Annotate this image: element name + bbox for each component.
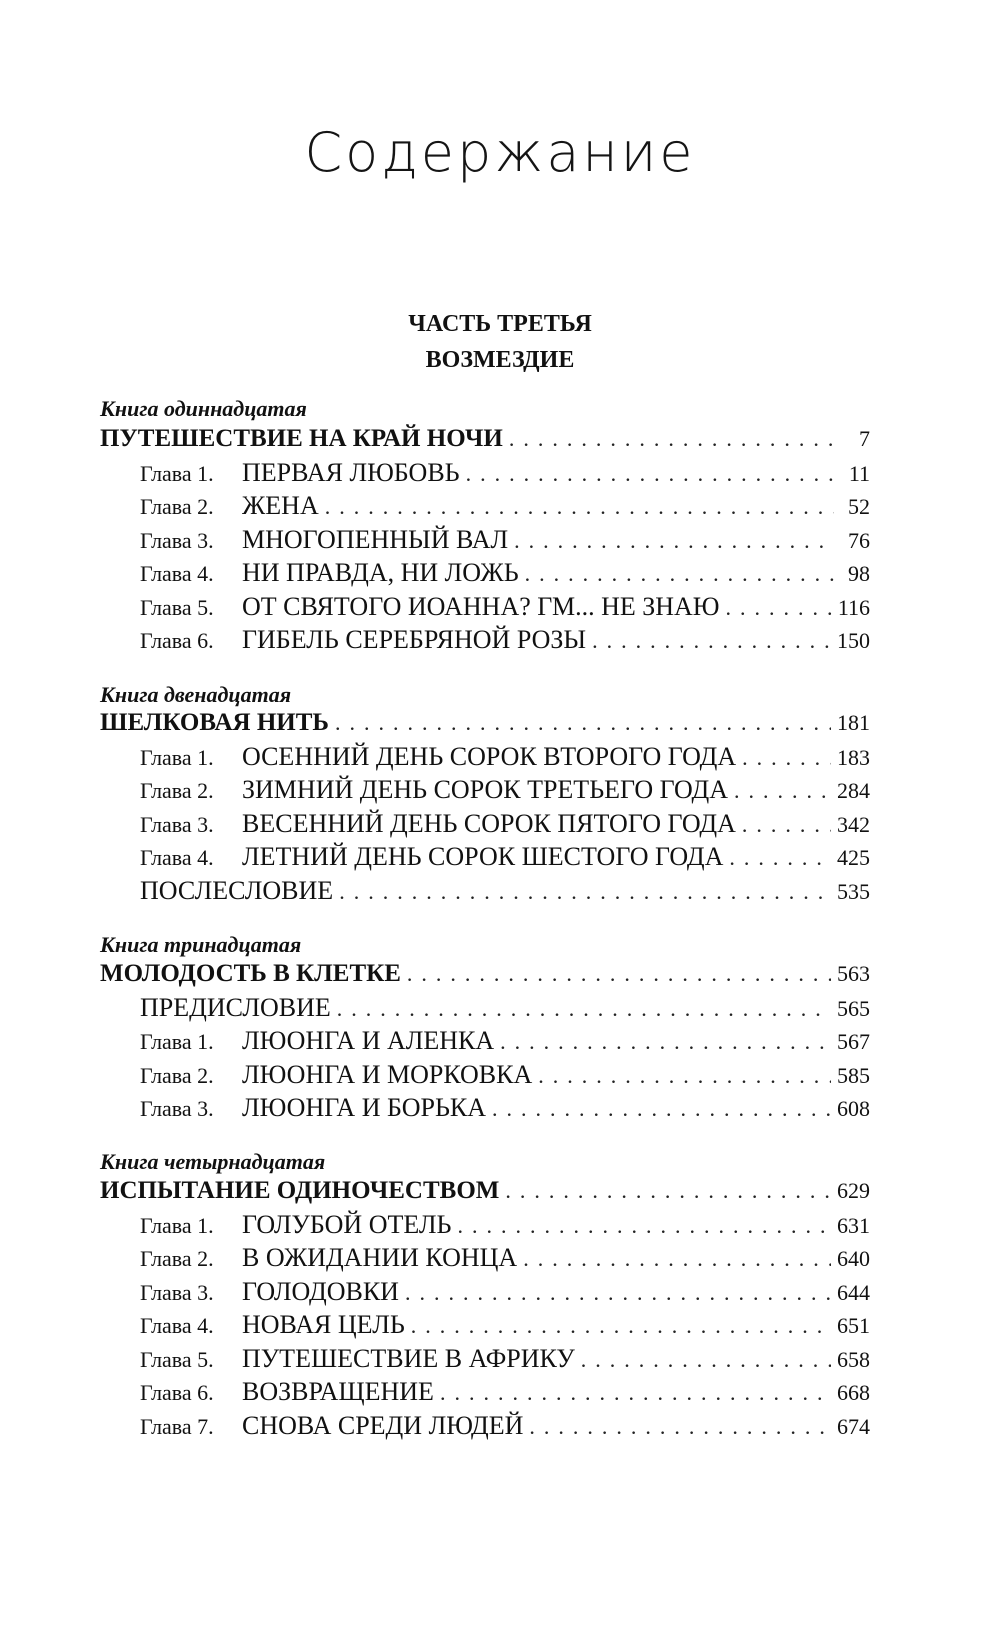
chapter-label: Глава 4.	[140, 1313, 214, 1338]
page-number: 644	[837, 1280, 870, 1305]
chapter-row[interactable]	[100, 774, 870, 806]
book-label: Книга тринадцатая	[100, 932, 302, 957]
chapter-row[interactable]	[100, 1276, 870, 1308]
page-number: 98	[848, 561, 870, 586]
chapter-label: Глава 4.	[140, 845, 214, 870]
chapter-row[interactable]	[100, 624, 870, 656]
book-label: Книга четырнадцатая	[100, 1149, 326, 1174]
chapter-row[interactable]	[100, 1242, 870, 1274]
chapter-title: ОСЕННИЙ ДЕНЬ СОРОК ВТОРОГО ГОДА	[242, 742, 737, 771]
chapter-title: НОВАЯ ЦЕЛЬ	[242, 1310, 405, 1339]
page-number: 76	[848, 528, 870, 553]
chapter-title: ГОЛОДОВКИ	[242, 1277, 399, 1306]
chapter-title: ГИБЕЛЬ СЕРЕБРЯНОЙ РОЗЫ	[242, 625, 587, 654]
page-number: 631	[837, 1213, 870, 1238]
chapter-title: ПЕРВАЯ ЛЮБОВЬ	[242, 458, 460, 487]
part-subtitle: ВОЗМЕЗДИЕ	[425, 347, 575, 373]
book-title-row[interactable]	[100, 1175, 870, 1207]
dot-leader	[742, 742, 831, 774]
book-title: ШЕЛКОВАЯ НИТЬ	[100, 709, 329, 736]
chapter-row[interactable]	[100, 841, 870, 873]
chapter-title: ПРЕДИСЛОВИЕ	[140, 993, 331, 1022]
chapter-title: ЗИМНИЙ ДЕНЬ СОРОК ТРЕТЬЕГО ГОДА	[242, 775, 729, 804]
chapter-title: В ОЖИДАНИИ КОНЦА	[242, 1243, 518, 1272]
dot-leader	[592, 625, 831, 657]
chapter-label: Глава 6.	[140, 1380, 214, 1405]
chapter-row[interactable]	[100, 1343, 870, 1375]
page-number: 181	[837, 710, 870, 735]
chapter-label: Глава 2.	[140, 778, 214, 803]
dot-leader	[325, 491, 834, 523]
chapter-label: Глава 1.	[140, 461, 214, 486]
page-number: 183	[837, 745, 870, 770]
chapter-row[interactable]	[100, 457, 870, 489]
page-number: 668	[837, 1380, 870, 1405]
chapter-row[interactable]	[100, 1092, 870, 1124]
chapter-title: МНОГОПЕННЫЙ ВАЛ	[242, 525, 509, 554]
chapter-title: СНОВА СРЕДИ ЛЮДЕЙ	[242, 1411, 524, 1440]
dot-leader	[337, 993, 831, 1025]
dot-leader	[742, 809, 831, 841]
chapter-row[interactable]	[100, 490, 870, 522]
page-number: 425	[837, 845, 870, 870]
chapter-title: ЛЕТНИЙ ДЕНЬ СОРОК ШЕСТОГО ГОДА	[242, 842, 724, 871]
chapter-row[interactable]	[100, 808, 870, 840]
book-label: Книга двенадцатая	[100, 682, 292, 707]
chapter-label: Глава 1.	[140, 1213, 214, 1238]
chapter-row[interactable]	[100, 992, 870, 1024]
dot-leader	[509, 423, 834, 455]
page-number: 563	[837, 961, 870, 986]
page-title: Содержание	[304, 121, 696, 184]
dot-leader	[726, 592, 832, 624]
page-number: 11	[848, 461, 870, 486]
chapter-label: Глава 3.	[140, 528, 214, 553]
page-number: 658	[837, 1347, 870, 1372]
chapter-row[interactable]	[100, 1410, 870, 1442]
chapter-title: ВЕСЕННИЙ ДЕНЬ СОРОК ПЯТОГО ГОДА	[242, 809, 736, 838]
chapter-label: Глава 2.	[140, 494, 214, 519]
page-number: 565	[837, 996, 870, 1021]
book-title-row[interactable]	[100, 423, 870, 455]
dot-leader	[492, 1093, 831, 1125]
chapter-label: Глава 4.	[140, 561, 214, 586]
chapter-label: Глава 6.	[140, 628, 214, 653]
book-title: ПУТЕШЕСТВИЕ НА КРАЙ НОЧИ	[100, 425, 503, 452]
chapter-row[interactable]	[100, 1376, 870, 1408]
chapter-row[interactable]	[100, 1059, 870, 1091]
chapter-row[interactable]	[100, 741, 870, 773]
dot-leader	[466, 458, 834, 490]
page-number: 608	[837, 1096, 870, 1121]
dot-leader	[523, 1243, 831, 1275]
chapter-title: ВОЗВРАЩЕНИЕ	[242, 1377, 434, 1406]
chapter-label: Глава 3.	[140, 812, 214, 837]
chapter-label: Глава 1.	[140, 1029, 214, 1054]
chapter-title: НИ ПРАВДА, НИ ЛОЖЬ	[242, 558, 519, 587]
dot-leader	[581, 1344, 831, 1376]
chapter-row[interactable]	[100, 524, 870, 556]
book-title: МОЛОДОСТЬ В КЛЕТКЕ	[100, 960, 401, 987]
dot-leader	[335, 707, 831, 739]
dot-leader	[411, 1310, 831, 1342]
dot-leader	[407, 958, 831, 990]
dot-leader	[538, 1060, 831, 1092]
chapter-label: Глава 5.	[140, 595, 214, 620]
chapter-row[interactable]	[100, 591, 870, 623]
chapter-label: Глава 5.	[140, 1347, 214, 1372]
chapter-label: Глава 1.	[140, 745, 214, 770]
dot-leader	[500, 1026, 831, 1058]
dot-leader	[734, 775, 831, 807]
dot-leader	[729, 842, 831, 874]
dot-leader	[405, 1277, 831, 1309]
chapter-title: ЛЮОНГА И БОРЬКА	[242, 1093, 487, 1122]
page-number: 150	[837, 628, 870, 653]
dot-leader	[457, 1210, 831, 1242]
dot-leader	[525, 558, 834, 590]
book-title-row[interactable]	[100, 958, 870, 990]
page-number: 116	[837, 595, 870, 620]
chapter-label: Глава 3.	[140, 1280, 214, 1305]
page-number: 651	[837, 1313, 870, 1338]
chapter-row[interactable]	[100, 1209, 870, 1241]
dot-leader	[514, 525, 834, 557]
part-title: ЧАСТЬ ТРЕТЬЯ	[408, 311, 592, 337]
page-number: 7	[859, 426, 870, 451]
book-label: Книга одиннадцатая	[100, 396, 307, 421]
chapter-row[interactable]	[100, 875, 870, 907]
chapter-title: ПОСЛЕСЛОВИЕ	[140, 876, 334, 905]
chapter-title: ОТ СВЯТОГО ИОАННА? ГМ... НЕ ЗНАЮ	[242, 592, 720, 621]
book-title-row[interactable]	[100, 707, 870, 739]
chapter-title: ПУТЕШЕСТВИЕ В АФРИКУ	[242, 1344, 575, 1373]
page-number: 674	[837, 1414, 870, 1439]
page-number: 52	[848, 494, 870, 519]
book-title: ИСПЫТАНИЕ ОДИНОЧЕСТВОМ	[100, 1177, 500, 1204]
page-number: 629	[837, 1178, 870, 1203]
page-number: 640	[837, 1246, 870, 1271]
chapter-title: ЛЮОНГА И МОРКОВКА	[242, 1060, 533, 1089]
chapter-title: ГОЛУБОЙ ОТЕЛЬ	[242, 1210, 452, 1239]
dot-leader	[339, 876, 831, 908]
page-number: 535	[837, 879, 870, 904]
dot-leader	[505, 1175, 831, 1207]
chapter-label: Глава 2.	[140, 1063, 214, 1088]
page-number: 585	[837, 1063, 870, 1088]
chapter-title: ЛЮОНГА И АЛЕНКА	[242, 1026, 495, 1055]
page-number: 342	[837, 812, 870, 837]
chapter-label: Глава 2.	[140, 1246, 214, 1271]
dot-leader	[440, 1377, 831, 1409]
page-number: 284	[837, 778, 870, 803]
chapter-label: Глава 7.	[140, 1414, 214, 1439]
chapter-row[interactable]	[100, 1025, 870, 1057]
chapter-label: Глава 3.	[140, 1096, 214, 1121]
dot-leader	[529, 1411, 831, 1443]
chapter-row[interactable]	[100, 557, 870, 589]
page-number: 567	[837, 1029, 870, 1054]
chapter-row[interactable]	[100, 1309, 870, 1341]
chapter-title: ЖЕНА	[242, 491, 319, 520]
